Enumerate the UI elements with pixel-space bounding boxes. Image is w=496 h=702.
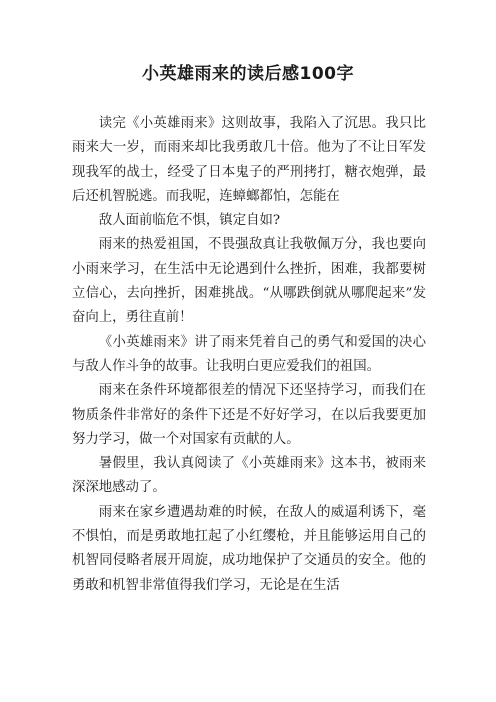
paragraph: 《小英雄雨来》讲了雨来凭着自己的勇气和爱国的决心与敌人作斗争的故事。让我明白更应爱我们的祖国。 [72, 334, 426, 374]
paragraph: 敌人面前临危不惧，镇定自如? [98, 213, 281, 229]
paragraph: 雨来的热爱祖国，不畏强敌真让我敬佩万分，我也要向小雨来学习，在生活中无论遇到什么挫折，困难，我都要树立信心，去向挫折，困难挑战。“从哪跌倒就从哪爬起来”发奋向上，勇往直前！ [72, 237, 426, 326]
paragraph: 暑假里，我认真阅读了《小英雄雨来》这本书，被雨来深深地感动了。 [72, 456, 426, 496]
document-title: 小英雄雨来的读后感100字 [142, 64, 354, 84]
paragraph: 雨来在条件环境都很差的情况下还坚持学习，而我们在物质条件非常好的条件下还是不好好学习，在以后我要更加努力学习，做一个对国家有贡献的人。 [72, 383, 426, 447]
paragraph: 雨来在家乡遭遇劫难的时候，在敌人的威逼利诱下，毫不惧怕，而是勇敢地扛起了小红缨枪，并且能够运用自己的机智同侵略者展开周旋，成功地保护了交通员的安全。他的勇敢和机智非常值得我们学习，无论是在生活 [72, 504, 426, 593]
document-body [72, 112, 426, 598]
paragraph: 读完《小英雄雨来》这则故事，我陷入了沉思。我只比雨来大一岁，而雨来却比我勇敢几十倍。他为了不让日军发现我军的战士，经受了日本鬼子的严刑拷打，糖衣炮弹，最后还机智脱逃。而我呢，连蟑螂都怕，怎能在 [72, 116, 426, 204]
